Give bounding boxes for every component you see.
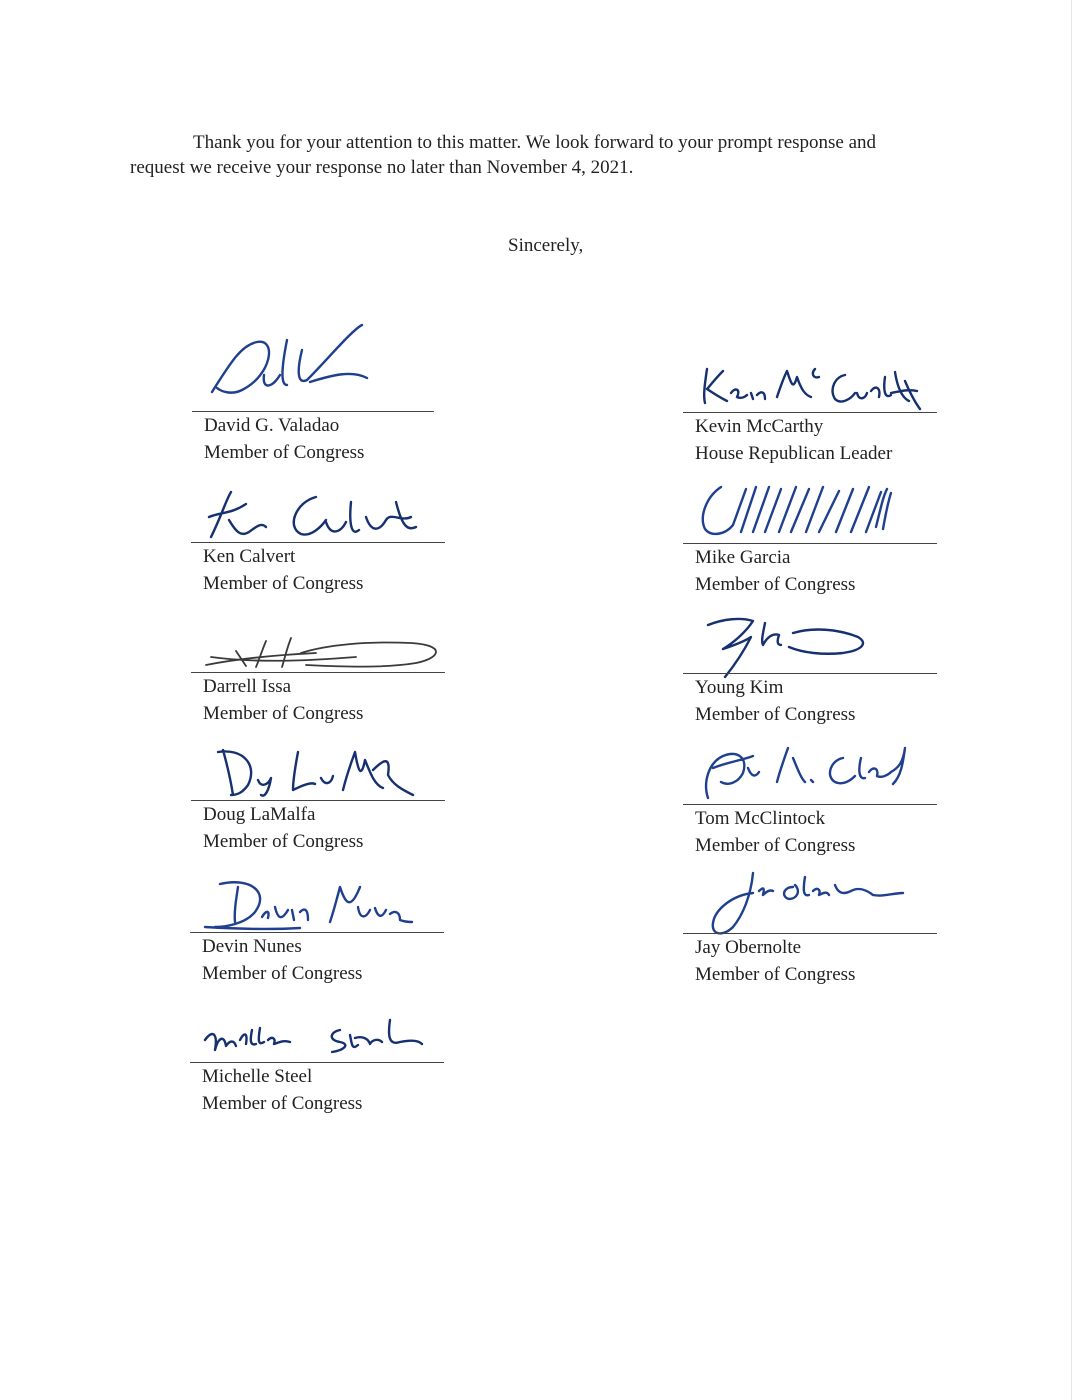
signatory-name: Michelle Steel — [202, 1066, 313, 1087]
signatory-title: Member of Congress — [203, 573, 364, 594]
signatory-title: Member of Congress — [202, 963, 363, 984]
handwritten-signature-mcclintock — [693, 738, 923, 804]
handwritten-signature-calvert — [201, 482, 431, 544]
handwritten-signature-steel — [200, 1010, 430, 1062]
signatory-title: House Republican Leader — [695, 443, 893, 464]
signature-block-kim — [683, 605, 937, 730]
signatory-name: Tom McClintock — [695, 808, 826, 829]
signatory-title: Member of Congress — [695, 704, 856, 725]
closing-paragraph — [130, 130, 930, 180]
signatory-title: Member of Congress — [203, 831, 364, 852]
handwritten-signature-obernolte — [693, 865, 923, 941]
signature-block-steel — [190, 1010, 444, 1125]
signatory-name: Jay Obernolte — [695, 937, 802, 958]
valediction: Sincerely, — [508, 235, 584, 256]
signature-block-issa — [191, 630, 445, 730]
signature-block-calvert — [191, 480, 445, 605]
page-edge — [1071, 0, 1072, 1400]
signatory-name: Devin Nunes — [202, 936, 302, 957]
handwritten-signature-garcia — [691, 477, 931, 543]
signatory-title: Member of Congress — [203, 703, 364, 724]
signature-block-mccarthy — [683, 355, 937, 470]
handwritten-signature-nunes — [200, 872, 420, 934]
handwritten-signature-issa — [196, 633, 446, 673]
signatory-name: Mike Garcia — [695, 547, 791, 568]
signatory-title: Member of Congress — [695, 964, 856, 985]
signatory-title: Member of Congress — [204, 442, 365, 463]
signatory-name: Kevin McCarthy — [695, 416, 824, 437]
signatory-name: Darrell Issa — [203, 676, 292, 697]
signature-block-mcclintock — [683, 738, 937, 863]
handwritten-signature-kim — [693, 605, 893, 677]
handwritten-signature-lamalfa — [203, 740, 423, 802]
signatory-name: Young Kim — [695, 677, 784, 698]
handwritten-signature-mccarthy — [695, 357, 935, 415]
signatory-name: David G. Valadao — [204, 415, 340, 436]
signatory-title: Member of Congress — [202, 1093, 363, 1114]
signature-block-nunes — [190, 870, 444, 995]
handwritten-signature-valadao — [202, 320, 402, 410]
signatory-name: Ken Calvert — [203, 546, 296, 567]
signature-block-lamalfa — [191, 738, 445, 863]
signatory-title: Member of Congress — [695, 574, 856, 595]
signatory-name: Doug LaMalfa — [203, 804, 316, 825]
signature-block-obernolte — [683, 865, 937, 990]
closing-paragraph-text: Thank you for your attention to this matter. We look forward to your prompt response and request we receive your response no later than November 4, 2021. — [130, 132, 877, 178]
signature-block-valadao — [192, 315, 434, 465]
signatory-title: Member of Congress — [695, 835, 856, 856]
signature-block-garcia — [683, 475, 937, 600]
